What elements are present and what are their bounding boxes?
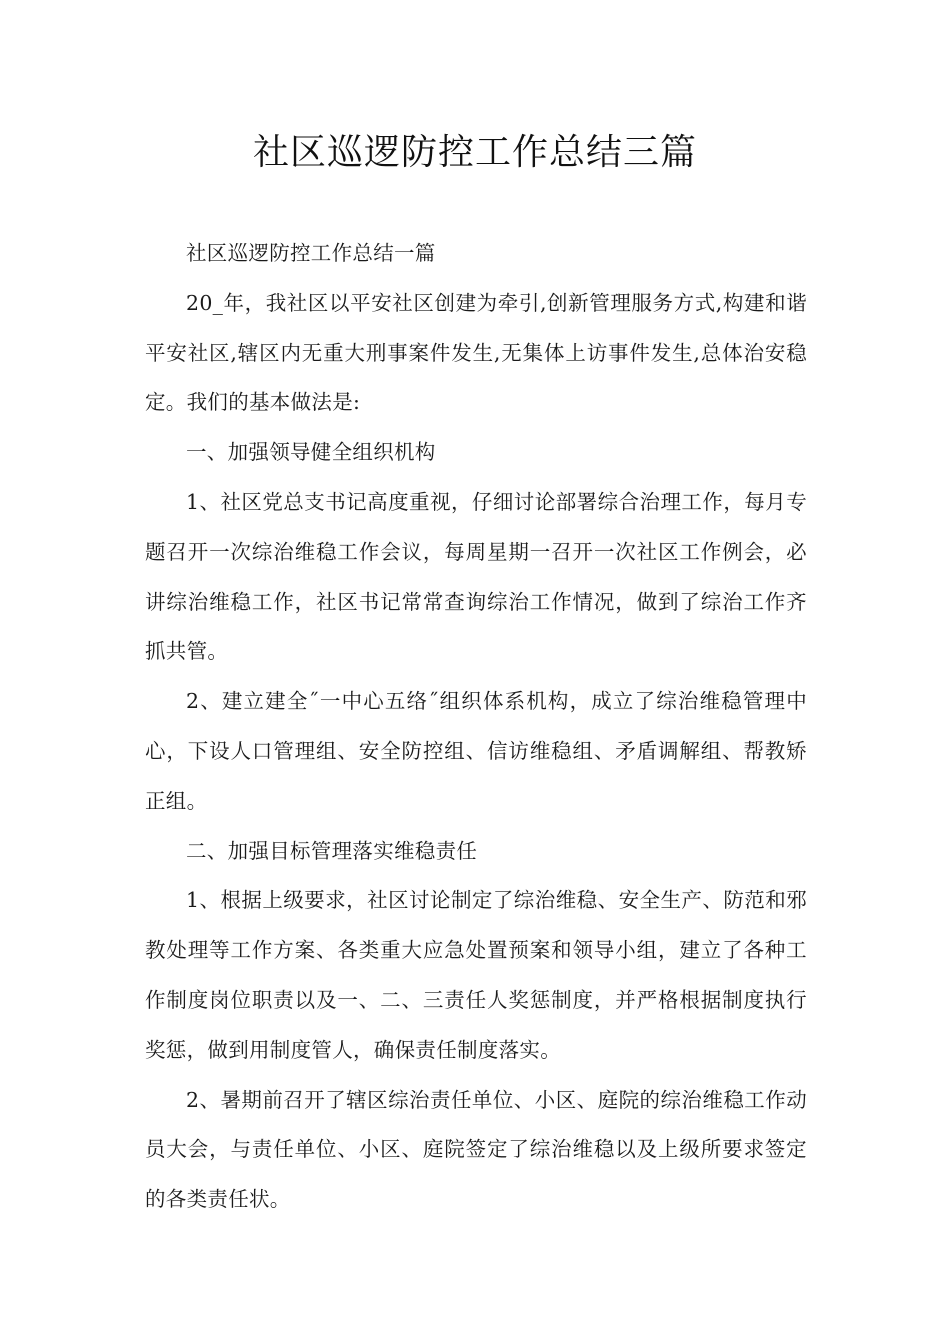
section-heading-1: 一、加强领导健全组织机构 (186, 440, 436, 465)
document-title: 社区巡逻防控工作总结三篇 (252, 132, 697, 173)
section-2-item-1: 1、根据上级要求，社区讨论制定了综治维稳、安全生产、防范和邪教处理等工作方案、各类重大应急处置预案和领导小组，建立了各种工作制度岗位职责以及一、二、三责任人奖惩制度，并严格根据制度执行奖惩，做到用制度管人，确保责任制度落实。 (145, 888, 807, 1062)
section-heading-2: 二、加强目标管理落实维稳责任 (186, 838, 478, 863)
subtitle-paragraph: 社区巡逻防控工作总结一篇 (186, 241, 436, 265)
section-1-item-2: 2、建立建全˝一中心五络˝组织体系机构，成立了综治维稳管理中心，下设人口管理组、安全防控组、信访维稳组、矛盾调解组、帮教矫正组。 (145, 689, 807, 813)
section-1-item-1: 1、社区党总支书记高度重视，仔细讨论部署综合治理工作，每月专题召开一次综治维稳工作会议，每周星期一召开一次社区工作例会，必讲综治维稳工作，社区书记常常查询综治工作情况，做到了综治工作齐抓共管。 (145, 489, 807, 664)
intro-paragraph: 20_年，我社区以平安社区创建为牵引,创新管理服务方式,构建和谐平安社区,辖区内无重大刑事案件发生,无集体上访事件发生,总体治安稳定。我们的基本做法是: (145, 290, 807, 415)
section-2-item-2: 2、暑期前召开了辖区综治责任单位、小区、庭院的综治维稳工作动员大会，与责任单位、小区、庭院签定了综治维稳以及上级所要求签定的各类责任状。 (145, 1087, 807, 1212)
document-body (145, 229, 807, 1225)
